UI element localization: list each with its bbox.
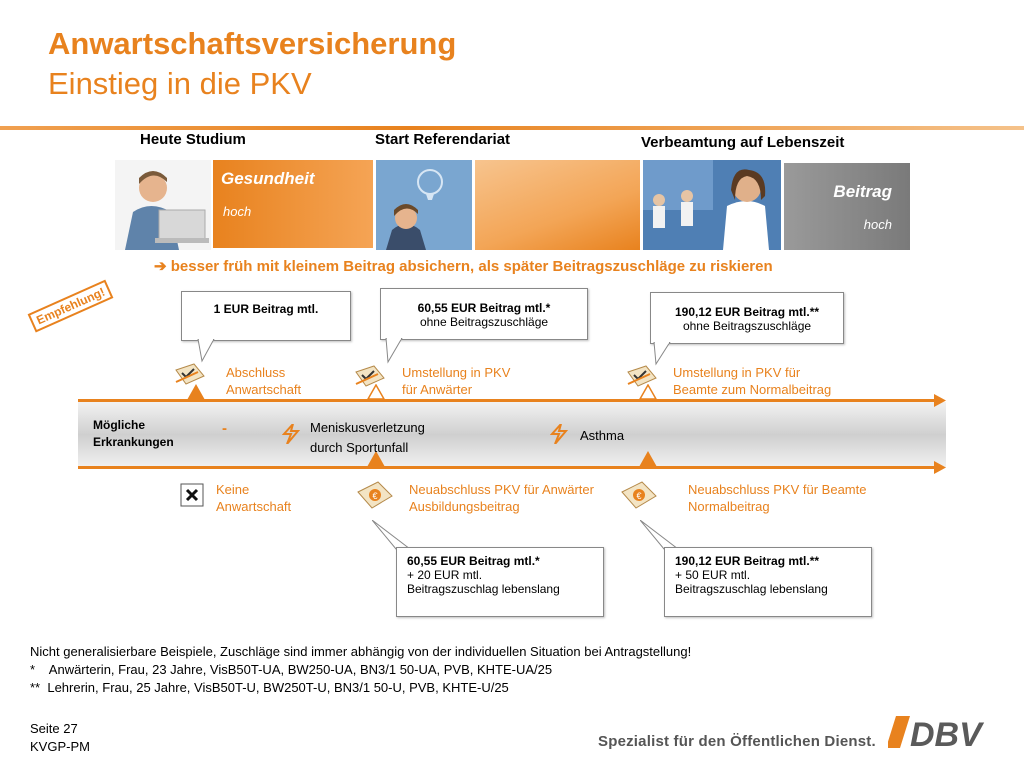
thinking-person-illustration bbox=[376, 160, 472, 250]
callout-top-3-note: ohne Beitragszuschläge bbox=[682, 319, 812, 333]
illness-asthma: Asthma bbox=[580, 428, 625, 443]
panel-transition bbox=[475, 160, 640, 250]
callout-bottom-2: 190,12 EUR Beitrag mtl.** + 50 EUR mtl. Beitragszuschlag lebenslang bbox=[664, 547, 872, 617]
panel-gesundheit-level: hoch bbox=[223, 204, 252, 219]
panel-beitrag bbox=[784, 163, 910, 250]
page-subtitle: Einstieg in die PKV bbox=[48, 66, 312, 101]
page-code: KVGP-PM bbox=[30, 739, 90, 754]
contract-money-icon bbox=[618, 480, 658, 510]
phase-label-verbeamtung: Verbeamtung auf Lebenszeit bbox=[641, 134, 845, 151]
event-umstellung-anwaerter: Umstellung in PKV für Anwärter bbox=[402, 365, 511, 397]
marker-solid-3 bbox=[639, 451, 657, 467]
callout-bottom-1: 60,55 EUR Beitrag mtl.* + 20 EUR mtl. Beitragszuschlag lebenslang bbox=[396, 547, 604, 617]
slogan: Spezialist für den Öffentlichen Dienst. bbox=[598, 733, 876, 750]
callout-top-2-pointer bbox=[384, 338, 404, 364]
lightning-icon bbox=[282, 424, 300, 444]
footnote-star2: ** Lehrerin, Frau, 25 Jahre, VisB50T-U, BW250T-U, BN3/1 50-U, PVB, KHTE-U/25 bbox=[30, 680, 509, 695]
panel-beitrag-title: Beitrag bbox=[833, 182, 892, 201]
event-neuabschluss-beamte: Neuabschluss PKV für Beamte Normalbeitrag bbox=[688, 482, 867, 514]
dbv-logo-text: DBV bbox=[910, 716, 982, 752]
callout-bottom-1-pointer bbox=[372, 520, 412, 550]
marker-solid-1 bbox=[187, 384, 205, 400]
event-keine-anwartschaft: Keine Anwartschaft bbox=[216, 482, 292, 514]
footnote-star1: * Anwärterin, Frau, 23 Jahre, VisB50T-UA, BW250-UA, BN3/1 50-UA, PVB, KHTE-UA/25 bbox=[30, 662, 553, 677]
phase-label-referendariat: Start Referendariat bbox=[375, 131, 511, 148]
callout-top-2 bbox=[380, 288, 588, 340]
callout-top-1 bbox=[181, 291, 351, 341]
footnote-main: Nicht generalisierbare Beispiele, Zuschläge sind immer abhängig von der individuellen Situation bei Antragstellung! bbox=[30, 644, 692, 659]
teacher-illustration bbox=[643, 160, 781, 250]
panel-gesundheit bbox=[213, 160, 373, 248]
phase-label-studium: Heute Studium bbox=[140, 131, 246, 148]
photo-teacher bbox=[643, 160, 781, 250]
callout-top-2-value: 60,55 EUR Beitrag mtl.* bbox=[417, 301, 551, 315]
contract-check-icon bbox=[172, 362, 206, 386]
event-neuabschluss-anwaerter: Neuabschluss PKV für Anwärter Ausbildungsbeitrag bbox=[409, 482, 594, 514]
headline-text: besser früh mit kleinem Beitrag absichern, als später Beitragszuschläge zu riskieren bbox=[170, 258, 773, 275]
panel-gesundheit-title: Gesundheit bbox=[221, 169, 315, 188]
timeline-top bbox=[78, 399, 936, 402]
band-dash: - bbox=[222, 420, 227, 437]
photo-referendarin bbox=[376, 160, 472, 250]
contract-money-icon bbox=[354, 480, 394, 510]
timeline-top-arrow-icon bbox=[934, 394, 946, 407]
callout-top-3-pointer bbox=[652, 342, 672, 366]
timeline-bottom bbox=[78, 466, 936, 469]
footnotes bbox=[30, 643, 691, 697]
callout-top-1-value: 1 EUR Beitrag mtl. bbox=[213, 302, 319, 316]
svg-text:€: € bbox=[372, 491, 378, 501]
callout-bottom-1-value: 60,55 EUR Beitrag mtl.* bbox=[407, 554, 540, 568]
student-illustration bbox=[115, 160, 211, 250]
callout-top-1-pointer bbox=[196, 339, 216, 363]
recommendation-stamp: Empfehlung! bbox=[28, 280, 114, 333]
illness-band bbox=[78, 402, 946, 468]
lightning-icon bbox=[550, 424, 568, 444]
callout-bottom-2-pointer bbox=[640, 520, 680, 550]
page-title: Anwartschaftsversicherung bbox=[48, 26, 457, 61]
cross-box-icon bbox=[180, 483, 204, 507]
page-number: Seite 27 bbox=[30, 721, 78, 736]
callout-top-3 bbox=[650, 292, 844, 344]
event-abschluss: Abschluss Anwartschaft bbox=[226, 365, 302, 397]
photo-student bbox=[115, 160, 211, 250]
callout-top-2-note: ohne Beitragszuschläge bbox=[419, 315, 549, 329]
callout-bottom-2-value: 190,12 EUR Beitrag mtl.** bbox=[675, 554, 820, 568]
event-umstellung-beamte: Umstellung in PKV für Beamte zum Normalbeitrag bbox=[673, 365, 832, 397]
arrow-right-icon: ➔ bbox=[154, 258, 171, 275]
dbv-logo bbox=[888, 712, 1004, 752]
headline bbox=[154, 257, 773, 275]
title-divider bbox=[0, 126, 1024, 130]
band-label: Mögliche Erkrankungen bbox=[93, 418, 174, 449]
callout-top-3-value: 190,12 EUR Beitrag mtl.** bbox=[674, 305, 820, 319]
marker-outline-1 bbox=[367, 384, 385, 400]
panel-beitrag-level: hoch bbox=[863, 217, 892, 232]
svg-text:€: € bbox=[636, 491, 642, 501]
timeline-bottom-arrow-icon bbox=[934, 461, 946, 474]
page-info bbox=[30, 720, 90, 756]
marker-outline-2 bbox=[639, 384, 657, 400]
illness-meniskus: Meniskusverletzung durch Sportunfall bbox=[310, 420, 425, 455]
